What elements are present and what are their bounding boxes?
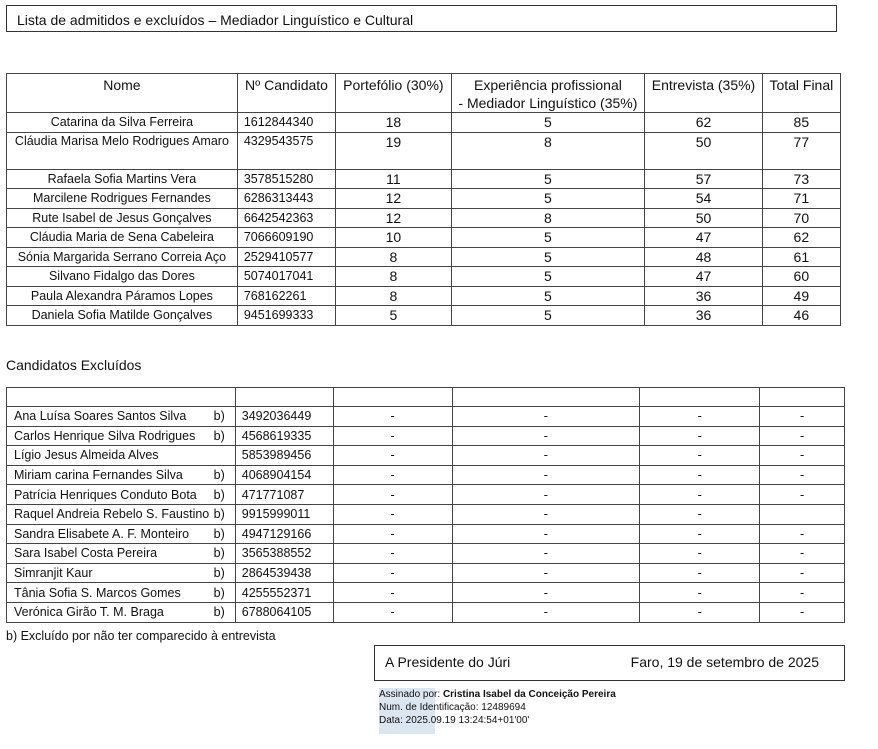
excluded-candidate-number: 4947129166 [235, 524, 333, 544]
total-score: 49 [762, 286, 840, 306]
excluded-row [7, 446, 845, 466]
excluded-interview: - [640, 524, 760, 544]
excluded-row [7, 426, 845, 446]
experience-score: 5 [451, 189, 645, 209]
excluded-header-cell [640, 388, 760, 407]
exclusion-flag: b) [213, 546, 225, 561]
excluded-candidate-number: 3492036449 [235, 407, 333, 427]
total-score: 46 [762, 306, 840, 326]
exclusion-flag: b) [213, 487, 225, 502]
total-score: 61 [762, 247, 840, 267]
excluded-header-cell [452, 388, 640, 407]
excluded-interview: - [640, 446, 760, 466]
admitted-row [7, 132, 841, 169]
header-interview: Entrevista (35%) [645, 74, 762, 113]
excluded-candidate-number: 6788064105 [235, 602, 333, 622]
excluded-candidate-number: 2864539438 [235, 563, 333, 583]
candidate-name: Catarina da Silva Ferreira [7, 113, 238, 133]
excluded-total: - [760, 544, 845, 564]
excluded-portfolio: - [333, 602, 452, 622]
experience-score: 5 [451, 247, 645, 267]
excluded-candidate-name [7, 504, 236, 524]
admitted-header-row [7, 74, 841, 113]
excluded-candidate-name [7, 583, 236, 603]
excluded-experience: - [452, 407, 640, 427]
excluded-experience: - [452, 583, 640, 603]
excluded-interview: - [640, 544, 760, 564]
excluded-total [760, 504, 845, 524]
interview-score: 62 [645, 113, 762, 133]
signed-by-label: Assinado por: [379, 689, 441, 700]
excluded-total: - [760, 602, 845, 622]
signed-by-line [379, 688, 616, 701]
excluded-portfolio: - [333, 504, 452, 524]
candidate-number: 2529410577 [237, 247, 335, 267]
excluded-portfolio: - [333, 583, 452, 603]
total-score: 60 [762, 267, 840, 287]
excluded-section-title: Candidatos Excluídos [6, 357, 142, 373]
interview-score: 36 [645, 286, 762, 306]
excluded-interview: - [640, 426, 760, 446]
candidate-number: 6642542363 [237, 208, 335, 228]
excluded-total: - [760, 465, 845, 485]
excluded-experience: - [452, 544, 640, 564]
admitted-row [7, 113, 841, 133]
excluded-portfolio: - [333, 563, 452, 583]
experience-score: 5 [451, 228, 645, 248]
excluded-name-text: Carlos Henrique Silva Rodrigues [14, 428, 196, 443]
experience-score: 5 [451, 306, 645, 326]
excluded-name-text: Patrícia Henriques Conduto Bota [14, 487, 197, 502]
experience-score: 5 [451, 169, 645, 189]
excluded-experience: - [452, 504, 640, 524]
experience-score: 5 [451, 286, 645, 306]
exclusion-flag: b) [213, 507, 225, 522]
interview-score: 36 [645, 306, 762, 326]
signature-box [374, 645, 845, 681]
interview-score: 54 [645, 189, 762, 209]
excluded-row [7, 563, 845, 583]
excluded-candidate-number: 9915999011 [235, 504, 333, 524]
admitted-row [7, 247, 841, 267]
portfolio-score: 8 [336, 286, 451, 306]
portfolio-score: 19 [336, 132, 451, 169]
excluded-candidate-number: 471771087 [235, 485, 333, 505]
header-candidate-number: Nº Candidato [237, 74, 335, 113]
admitted-row [7, 169, 841, 189]
candidate-number: 3578515280 [237, 169, 335, 189]
excluded-name-text: Sandra Elisabete A. F. Monteiro [14, 526, 190, 541]
experience-score: 5 [451, 113, 645, 133]
portfolio-score: 12 [336, 208, 451, 228]
interview-score: 57 [645, 169, 762, 189]
header-portfolio: Portefólio (30%) [336, 74, 451, 113]
interview-score: 48 [645, 247, 762, 267]
excluded-interview: - [640, 563, 760, 583]
excluded-experience: - [452, 465, 640, 485]
excluded-total: - [760, 426, 845, 446]
candidate-name: Paula Alexandra Páramos Lopes [7, 286, 238, 306]
admitted-row [7, 306, 841, 326]
exclusion-flag: b) [213, 409, 225, 424]
candidate-number: 5074017041 [237, 267, 335, 287]
excluded-total: - [760, 407, 845, 427]
candidate-name: Marcilene Rodrigues Fernandes [7, 189, 238, 209]
excluded-row [7, 583, 845, 603]
candidate-name: Sónia Margarida Serrano Correia Aço [7, 247, 238, 267]
excluded-candidate-name [7, 602, 236, 622]
excluded-candidate-number: 4255552371 [235, 583, 333, 603]
excluded-header-cell [760, 388, 845, 407]
header-experience [451, 74, 645, 113]
candidate-number: 1612844340 [237, 113, 335, 133]
excluded-candidate-number: 4068904154 [235, 465, 333, 485]
excluded-row [7, 485, 845, 505]
exclusion-flag: b) [213, 605, 225, 620]
candidate-name: Daniela Sofia Matilde Gonçalves [7, 306, 238, 326]
excluded-portfolio: - [333, 407, 452, 427]
total-score: 77 [762, 132, 840, 169]
excluded-name-text: Ana Luísa Soares Santos Silva [14, 409, 187, 424]
excluded-header-cell [333, 388, 452, 407]
excluded-total: - [760, 485, 845, 505]
excluded-name-text: Lígio Jesus Almeida Alves [14, 448, 159, 463]
total-score: 62 [762, 228, 840, 248]
excluded-name-text: Raquel Andreia Rebelo S. Faustino [14, 507, 210, 522]
excluded-total: - [760, 446, 845, 466]
excluded-row [7, 524, 845, 544]
excluded-interview: - [640, 407, 760, 427]
excluded-candidate-number: 5853989456 [235, 446, 333, 466]
total-score: 85 [762, 113, 840, 133]
excluded-candidate-number: 3565388552 [235, 544, 333, 564]
candidate-name: Rute Isabel de Jesus Gonçalves [7, 208, 238, 228]
portfolio-score: 8 [336, 267, 451, 287]
digital-signature [379, 688, 616, 727]
candidate-name: Cláudia Maria de Sena Cabeleira [7, 228, 238, 248]
excluded-candidate-name [7, 426, 236, 446]
excluded-interview: - [640, 504, 760, 524]
admitted-table [6, 73, 841, 326]
excluded-row [7, 407, 845, 427]
excluded-candidate-name [7, 524, 236, 544]
candidate-name: Silvano Fidalgo das Dores [7, 267, 238, 287]
excluded-row [7, 602, 845, 622]
signer-name: Cristina Isabel da Conceição Pereira [442, 689, 616, 700]
experience-score: 8 [451, 132, 645, 169]
candidate-number: 9451699333 [237, 306, 335, 326]
excluded-experience: - [452, 426, 640, 446]
portfolio-score: 18 [336, 113, 451, 133]
excluded-candidate-number: 4568619335 [235, 426, 333, 446]
excluded-experience: - [452, 485, 640, 505]
total-score: 73 [762, 169, 840, 189]
excluded-row [7, 504, 845, 524]
excluded-experience: - [452, 446, 640, 466]
excluded-total: - [760, 524, 845, 544]
jury-president-label: A Presidente do Júri [385, 654, 511, 670]
header-total: Total Final [762, 74, 840, 113]
portfolio-score: 5 [336, 306, 451, 326]
exclusion-flag: b) [213, 585, 225, 600]
total-score: 70 [762, 208, 840, 228]
header-experience-line2: - Mediador Linguístico (35%) [458, 95, 638, 111]
excluded-total: - [760, 563, 845, 583]
admitted-row [7, 286, 841, 306]
excluded-candidate-name [7, 446, 236, 466]
experience-score: 5 [451, 267, 645, 287]
excluded-name-text: Miriam carina Fernandes Silva [14, 468, 183, 483]
candidate-number: 6286313443 [237, 189, 335, 209]
signature-date: Data: 2025.09.19 13:24:54+01'00' [379, 715, 530, 726]
excluded-candidate-name [7, 544, 236, 564]
excluded-portfolio: - [333, 524, 452, 544]
excluded-table [6, 387, 845, 623]
exclusion-flag: b) [213, 468, 225, 483]
excluded-candidate-name [7, 485, 236, 505]
excluded-row [7, 544, 845, 564]
header-experience-line1: Experiência profissional [473, 77, 622, 93]
interview-score: 47 [645, 228, 762, 248]
admitted-row [7, 228, 841, 248]
candidate-number: 768162261 [237, 286, 335, 306]
portfolio-score: 11 [336, 169, 451, 189]
document-title: Lista de admitidos e excluídos – Mediador Linguístico e Cultural [6, 5, 837, 32]
excluded-portfolio: - [333, 485, 452, 505]
exclusion-flag: b) [213, 566, 225, 581]
excluded-header-cell [235, 388, 333, 407]
candidate-number: 7066609190 [237, 228, 335, 248]
interview-score: 47 [645, 267, 762, 287]
excluded-name-text: Tânia Sofia S. Marcos Gomes [14, 585, 181, 600]
excluded-candidate-name [7, 465, 236, 485]
excluded-row [7, 465, 845, 485]
excluded-header-cell [7, 388, 236, 407]
excluded-interview: - [640, 485, 760, 505]
interview-score: 50 [645, 132, 762, 169]
candidate-name: Rafaela Sofia Martins Vera [7, 169, 238, 189]
excluded-portfolio: - [333, 426, 452, 446]
excluded-total: - [760, 583, 845, 603]
signer-id: Num. de Identificação: 12489694 [379, 702, 526, 713]
admitted-row [7, 267, 841, 287]
footnote: b) Excluído por não ter comparecido à entrevista [6, 629, 276, 643]
excluded-candidate-name [7, 563, 236, 583]
portfolio-score: 12 [336, 189, 451, 209]
portfolio-score: 8 [336, 247, 451, 267]
excluded-interview: - [640, 583, 760, 603]
total-score: 71 [762, 189, 840, 209]
admitted-row [7, 189, 841, 209]
exclusion-flag: b) [213, 428, 225, 443]
place-date: Faro, 19 de setembro de 2025 [630, 654, 819, 670]
candidate-number: 4329543575 [237, 132, 335, 169]
excluded-portfolio: - [333, 446, 452, 466]
excluded-experience: - [452, 563, 640, 583]
excluded-candidate-name [7, 407, 236, 427]
excluded-portfolio: - [333, 465, 452, 485]
candidate-name: Cláudia Marisa Melo Rodrigues Amaro [7, 132, 238, 169]
excluded-header-row [7, 388, 845, 407]
admitted-row [7, 208, 841, 228]
portfolio-score: 10 [336, 228, 451, 248]
exclusion-flag: b) [213, 526, 225, 541]
excluded-name-text: Simranjit Kaur [14, 566, 93, 581]
header-name: Nome [7, 74, 238, 113]
excluded-name-text: Sara Isabel Costa Pereira [14, 546, 158, 561]
excluded-interview: - [640, 465, 760, 485]
excluded-name-text: Verónica Girão T. M. Braga [14, 605, 164, 620]
experience-score: 8 [451, 208, 645, 228]
excluded-portfolio: - [333, 544, 452, 564]
excluded-experience: - [452, 524, 640, 544]
excluded-interview: - [640, 602, 760, 622]
excluded-experience: - [452, 602, 640, 622]
interview-score: 50 [645, 208, 762, 228]
